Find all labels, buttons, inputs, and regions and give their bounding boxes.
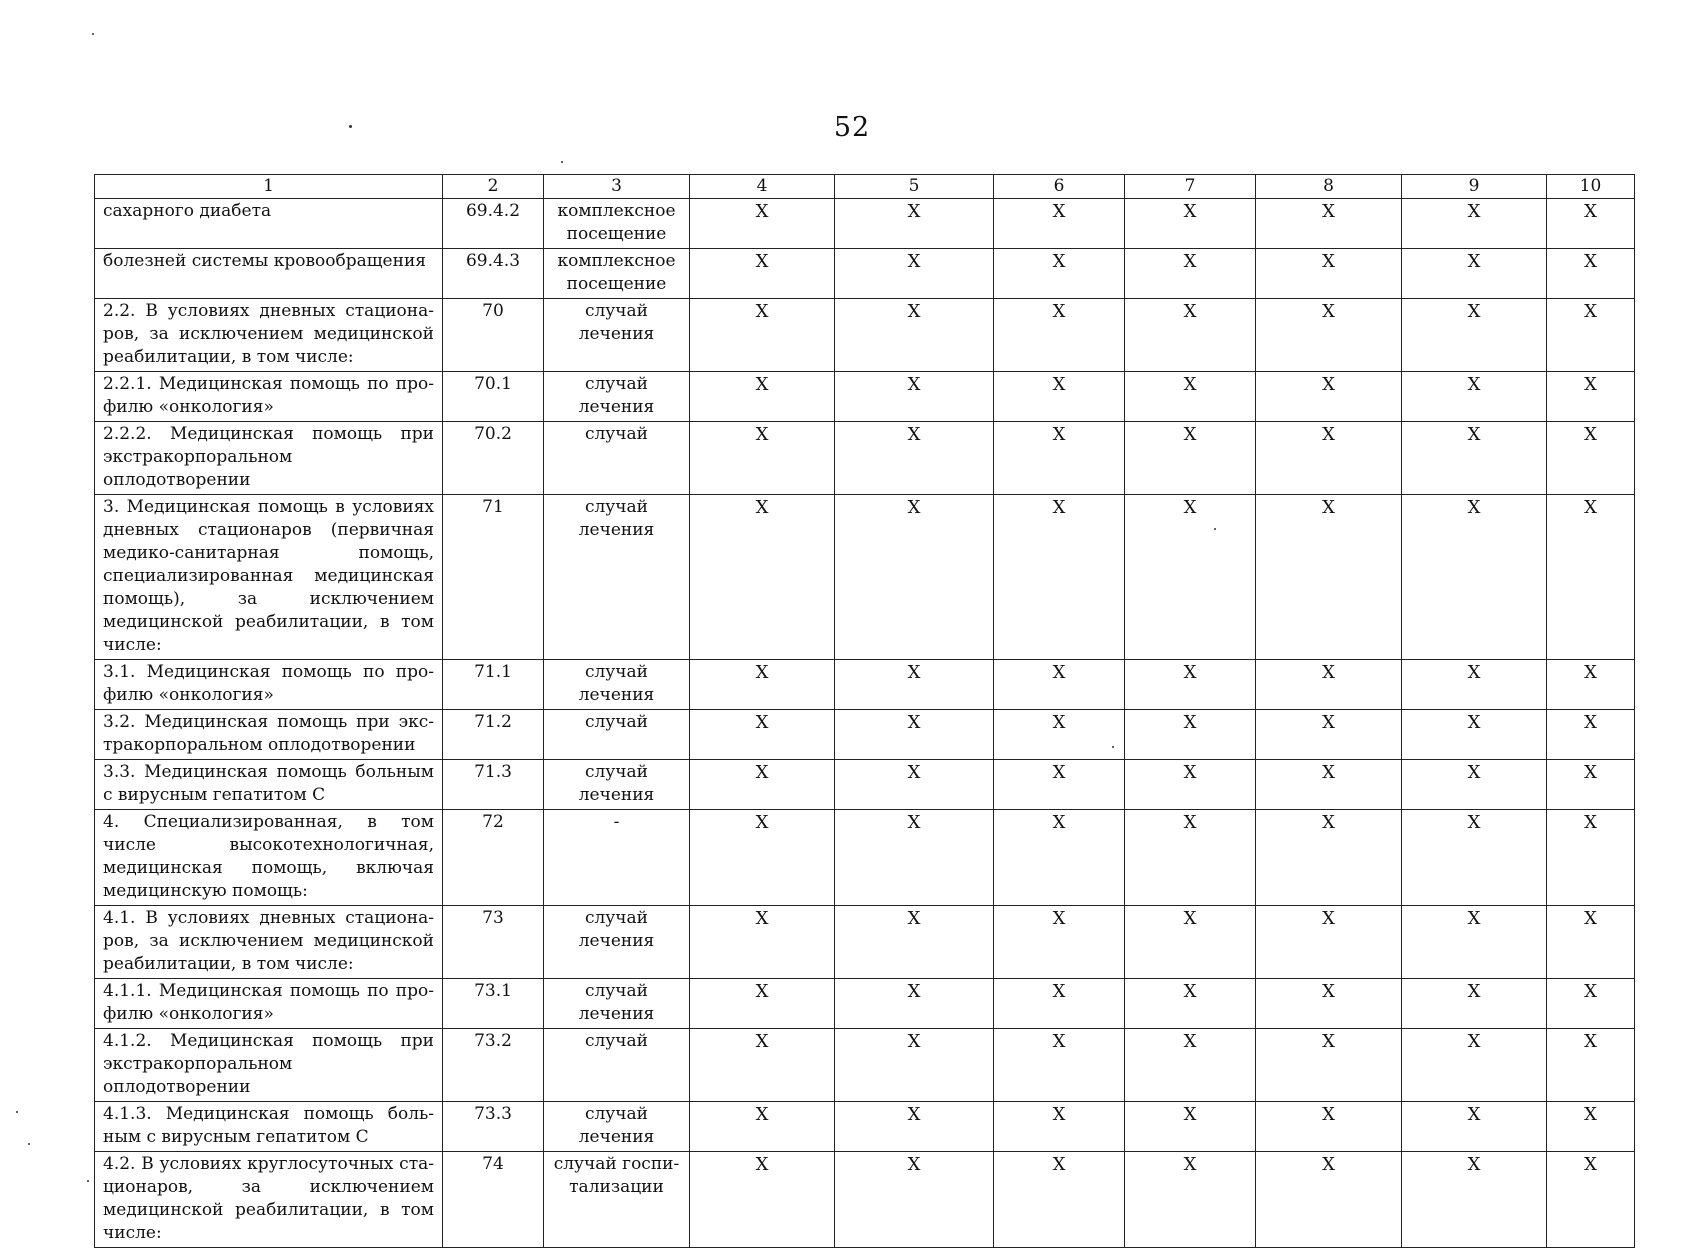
row-value-col-7: X	[1125, 1102, 1256, 1152]
row-value-col-5: X	[835, 760, 994, 810]
row-value-col-8: X	[1256, 495, 1402, 660]
row-value-col-6: X	[994, 906, 1125, 979]
row-value-col-4: X	[690, 660, 835, 710]
row-value-col-7: X	[1125, 249, 1256, 299]
row-indicator-name: 2.2.1. Медицинская помощь по профилю «онкология»	[95, 372, 443, 422]
row-unit: случай	[544, 710, 690, 760]
row-value-col-9: X	[1402, 249, 1547, 299]
row-value-col-4: X	[690, 1102, 835, 1152]
row-unit: случай лечения	[544, 979, 690, 1029]
table-row	[95, 299, 1635, 372]
row-unit: случай лечения	[544, 495, 690, 660]
row-value-col-8: X	[1256, 249, 1402, 299]
row-unit: случай лечения	[544, 372, 690, 422]
row-value-col-4: X	[690, 1029, 835, 1102]
row-value-col-9: X	[1402, 760, 1547, 810]
column-number-2: 2	[443, 175, 544, 199]
row-value-col-9: X	[1402, 906, 1547, 979]
row-value-col-5: X	[835, 810, 994, 906]
row-indicator-name: 4.1.2. Медицинская помощь при экстракорпоральном оплодотворении	[95, 1029, 443, 1102]
row-value-col-10: X	[1547, 495, 1635, 660]
row-value-col-8: X	[1256, 760, 1402, 810]
row-code: 74	[443, 1152, 544, 1248]
column-number-3: 3	[544, 175, 690, 199]
row-value-col-7: X	[1125, 979, 1256, 1029]
table-row	[95, 422, 1635, 495]
column-number-row	[95, 175, 1635, 199]
row-indicator-name: 3.1. Медицинская помощь по профилю «онкология»	[95, 660, 443, 710]
row-indicator-name: 4.1.3. Медицинская помощь больным с вирусным гепатитом С	[95, 1102, 443, 1152]
row-value-col-9: X	[1402, 810, 1547, 906]
row-code: 73	[443, 906, 544, 979]
row-unit: случай	[544, 1029, 690, 1102]
table-body	[95, 199, 1635, 1248]
row-value-col-5: X	[835, 710, 994, 760]
column-number-1: 1	[95, 175, 443, 199]
row-value-col-10: X	[1547, 979, 1635, 1029]
table-row	[95, 1152, 1635, 1248]
row-value-col-8: X	[1256, 1152, 1402, 1248]
row-value-col-7: X	[1125, 372, 1256, 422]
row-value-col-8: X	[1256, 299, 1402, 372]
page-number: 52	[833, 112, 871, 143]
row-value-col-6: X	[994, 249, 1125, 299]
row-value-col-10: X	[1547, 906, 1635, 979]
table-row	[95, 199, 1635, 249]
row-value-col-10: X	[1547, 1029, 1635, 1102]
row-value-col-6: X	[994, 199, 1125, 249]
column-number-7: 7	[1125, 175, 1256, 199]
row-code: 71	[443, 495, 544, 660]
row-unit: случай лечения	[544, 760, 690, 810]
row-value-col-5: X	[835, 495, 994, 660]
row-code: 71.3	[443, 760, 544, 810]
row-value-col-5: X	[835, 1102, 994, 1152]
row-value-col-4: X	[690, 372, 835, 422]
row-value-col-9: X	[1402, 1029, 1547, 1102]
table-row	[95, 660, 1635, 710]
row-unit: случай госпитализации	[544, 1152, 690, 1248]
row-code: 70	[443, 299, 544, 372]
row-value-col-5: X	[835, 249, 994, 299]
row-value-col-6: X	[994, 1102, 1125, 1152]
row-code: 72	[443, 810, 544, 906]
row-value-col-10: X	[1547, 422, 1635, 495]
row-value-col-10: X	[1547, 710, 1635, 760]
row-value-col-4: X	[690, 249, 835, 299]
row-value-col-10: X	[1547, 249, 1635, 299]
row-value-col-7: X	[1125, 299, 1256, 372]
row-value-col-6: X	[994, 422, 1125, 495]
scan-speck	[561, 161, 563, 163]
row-value-col-8: X	[1256, 1029, 1402, 1102]
row-value-col-4: X	[690, 710, 835, 760]
table-row	[95, 906, 1635, 979]
row-value-col-4: X	[690, 422, 835, 495]
row-value-col-6: X	[994, 660, 1125, 710]
row-value-col-5: X	[835, 979, 994, 1029]
row-value-col-4: X	[690, 1152, 835, 1248]
row-value-col-6: X	[994, 299, 1125, 372]
data-table	[94, 174, 1635, 1248]
row-value-col-4: X	[690, 199, 835, 249]
row-value-col-8: X	[1256, 1102, 1402, 1152]
row-code: 71.1	[443, 660, 544, 710]
row-unit: случай лечения	[544, 299, 690, 372]
row-value-col-7: X	[1125, 906, 1256, 979]
row-unit: комплексное посещение	[544, 199, 690, 249]
row-value-col-8: X	[1256, 810, 1402, 906]
row-value-col-4: X	[690, 810, 835, 906]
row-value-col-5: X	[835, 660, 994, 710]
column-number-6: 6	[994, 175, 1125, 199]
row-value-col-6: X	[994, 979, 1125, 1029]
row-value-col-5: X	[835, 1029, 994, 1102]
row-value-col-10: X	[1547, 299, 1635, 372]
row-value-col-6: X	[994, 1152, 1125, 1248]
row-value-col-7: X	[1125, 199, 1256, 249]
row-value-col-8: X	[1256, 710, 1402, 760]
row-unit: случай	[544, 422, 690, 495]
row-value-col-8: X	[1256, 372, 1402, 422]
row-value-col-7: X	[1125, 1029, 1256, 1102]
table-row	[95, 249, 1635, 299]
row-indicator-name: 4. Специализированная, в том числе высокотехнологичная, медицинская помощь, включая медицинскую помощь:	[95, 810, 443, 906]
row-value-col-9: X	[1402, 1102, 1547, 1152]
row-code: 73.2	[443, 1029, 544, 1102]
row-value-col-10: X	[1547, 810, 1635, 906]
row-value-col-8: X	[1256, 906, 1402, 979]
row-value-col-9: X	[1402, 422, 1547, 495]
row-unit: случай лечения	[544, 1102, 690, 1152]
row-code: 70.2	[443, 422, 544, 495]
row-value-col-6: X	[994, 760, 1125, 810]
table-row	[95, 710, 1635, 760]
row-value-col-4: X	[690, 299, 835, 372]
row-value-col-7: X	[1125, 495, 1256, 660]
row-code: 69.4.3	[443, 249, 544, 299]
row-value-col-9: X	[1402, 660, 1547, 710]
row-unit: случай лечения	[544, 906, 690, 979]
row-value-col-7: X	[1125, 810, 1256, 906]
row-value-col-10: X	[1547, 660, 1635, 710]
table-row	[95, 372, 1635, 422]
scan-speck	[92, 33, 94, 35]
row-value-col-5: X	[835, 372, 994, 422]
row-value-col-10: X	[1547, 1152, 1635, 1248]
table-row	[95, 810, 1635, 906]
row-code: 70.1	[443, 372, 544, 422]
column-number-5: 5	[835, 175, 994, 199]
row-indicator-name: 3.2. Медицинская помощь при экстракорпоральном оплодотворении	[95, 710, 443, 760]
row-value-col-4: X	[690, 495, 835, 660]
scan-speck	[87, 1180, 89, 1182]
row-value-col-7: X	[1125, 760, 1256, 810]
row-value-col-4: X	[690, 760, 835, 810]
row-indicator-name: 2.2.2. Медицинская помощь при экстракорпоральном оплодотворении	[95, 422, 443, 495]
row-value-col-9: X	[1402, 299, 1547, 372]
row-value-col-6: X	[994, 710, 1125, 760]
row-value-col-9: X	[1402, 372, 1547, 422]
row-indicator-name: 4.1. В условиях дневных стационаров, за исключением медицинской реабилитации, в том числе:	[95, 906, 443, 979]
row-value-col-9: X	[1402, 710, 1547, 760]
column-number-10: 10	[1547, 175, 1635, 199]
row-value-col-4: X	[690, 906, 835, 979]
table-row	[95, 1029, 1635, 1102]
row-indicator-name: сахарного диабета	[95, 199, 443, 249]
row-code: 71.2	[443, 710, 544, 760]
row-value-col-7: X	[1125, 1152, 1256, 1248]
row-value-col-5: X	[835, 299, 994, 372]
row-indicator-name: 3. Медицинская помощь в условиях дневных стационаров (первичная медико-санитарная помощь, специализированная медицинская помощь), за исключением медицинской реабилитации, в том числе:	[95, 495, 443, 660]
row-value-col-7: X	[1125, 660, 1256, 710]
row-value-col-6: X	[994, 810, 1125, 906]
column-number-9: 9	[1402, 175, 1547, 199]
row-value-col-6: X	[994, 1029, 1125, 1102]
row-value-col-4: X	[690, 979, 835, 1029]
row-value-col-10: X	[1547, 372, 1635, 422]
row-value-col-6: X	[994, 495, 1125, 660]
row-indicator-name: болезней системы кровообращения	[95, 249, 443, 299]
row-value-col-6: X	[994, 372, 1125, 422]
row-value-col-5: X	[835, 422, 994, 495]
row-indicator-name: 3.3. Медицинская помощь больным с вирусным гепатитом С	[95, 760, 443, 810]
column-number-8: 8	[1256, 175, 1402, 199]
row-value-col-9: X	[1402, 495, 1547, 660]
column-number-4: 4	[690, 175, 835, 199]
row-value-col-9: X	[1402, 1152, 1547, 1248]
table-row	[95, 495, 1635, 660]
row-unit: -	[544, 810, 690, 906]
row-value-col-5: X	[835, 1152, 994, 1248]
row-indicator-name: 4.1.1. Медицинская помощь по профилю «онкология»	[95, 979, 443, 1029]
row-code: 69.4.2	[443, 199, 544, 249]
scan-speck	[16, 1111, 18, 1113]
row-indicator-name: 4.2. В условиях круглосуточных стационаров, за исключением медицинской реабилитации, в том числе:	[95, 1152, 443, 1248]
row-code: 73.3	[443, 1102, 544, 1152]
row-value-col-10: X	[1547, 760, 1635, 810]
row-code: 73.1	[443, 979, 544, 1029]
row-value-col-7: X	[1125, 710, 1256, 760]
row-value-col-8: X	[1256, 660, 1402, 710]
table-row	[95, 760, 1635, 810]
row-value-col-8: X	[1256, 422, 1402, 495]
row-value-col-8: X	[1256, 979, 1402, 1029]
scan-speck	[28, 1143, 30, 1145]
row-value-col-9: X	[1402, 979, 1547, 1029]
row-value-col-10: X	[1547, 199, 1635, 249]
row-value-col-8: X	[1256, 199, 1402, 249]
row-value-col-10: X	[1547, 1102, 1635, 1152]
table-row	[95, 1102, 1635, 1152]
row-unit: комплексное посещение	[544, 249, 690, 299]
row-indicator-name: 2.2. В условиях дневных стационаров, за исключением медицинской реабилитации, в том числе:	[95, 299, 443, 372]
table-row	[95, 979, 1635, 1029]
row-unit: случай лечения	[544, 660, 690, 710]
row-value-col-7: X	[1125, 422, 1256, 495]
row-value-col-9: X	[1402, 199, 1547, 249]
row-value-col-5: X	[835, 906, 994, 979]
row-value-col-5: X	[835, 199, 994, 249]
